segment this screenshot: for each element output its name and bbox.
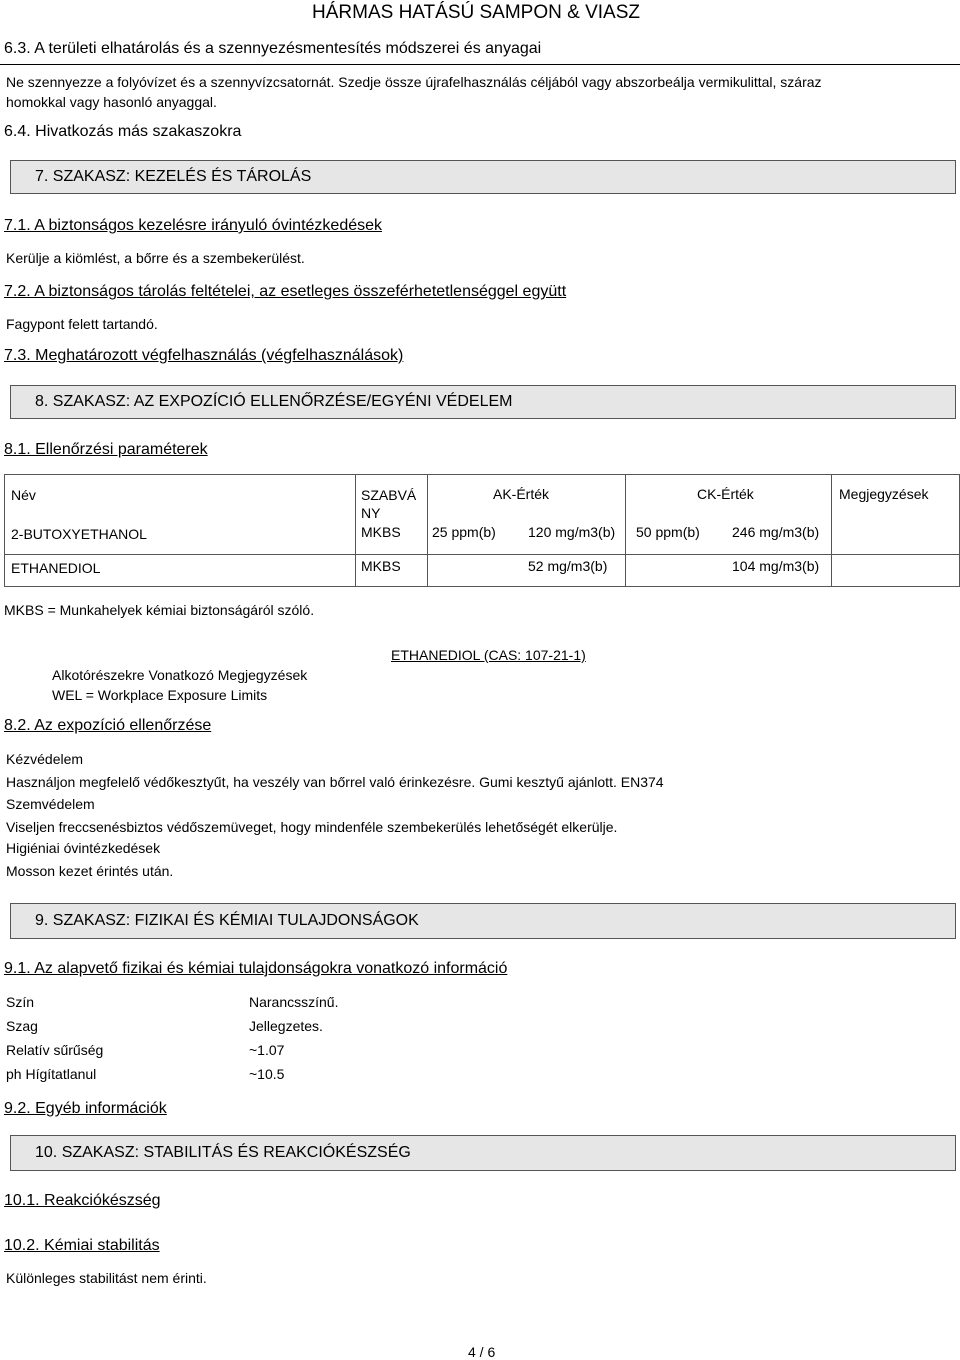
ethanediol-cas-heading: ETHANEDIOL (CAS: 107-21-1)	[391, 647, 586, 663]
heading-6-4: 6.4. Hivatkozás más szakaszokra	[4, 123, 242, 140]
hand-protection-text: Használjon megfelelő védőkesztyűt, ha veszély van bőrrel való érinkezésre. Gumi kesztyű ajánlott. EN374	[6, 774, 664, 790]
section-9-title: 9. SZAKASZ: FIZIKAI ÉS KÉMIAI TULAJDONSÁGOK	[35, 912, 419, 929]
table-column-divider	[831, 475, 832, 586]
text-6-3-line1: Ne szennyezze a folyóvízet és a szennyvízcsatornát. Szedje össze újrafelhasználás céljából vagy abszorbeálja vermikulittal, száraz	[6, 74, 822, 90]
property-label: Relatív sűrűség	[6, 1042, 104, 1058]
section-7-band	[10, 160, 956, 194]
col-header-standard-line2: NY	[361, 505, 381, 521]
table-row-1-standard: MKBS	[361, 524, 401, 540]
table-row-2-standard: MKBS	[361, 558, 401, 574]
col-header-ck: CK-Érték	[697, 486, 754, 502]
col-header-ak: AK-Érték	[493, 486, 550, 502]
mkbs-note: MKBS = Munkahelyek kémiai biztonságáról szóló.	[4, 602, 315, 618]
table-row-1-ak-mg: 120 mg/m3(b)	[528, 524, 616, 540]
heading-9-2: 9.2. Egyéb információk	[4, 1100, 167, 1117]
hand-protection-label: Kézvédelem	[6, 751, 84, 767]
table-row-2-ak-mg: 52 mg/m3(b)	[528, 558, 608, 574]
table-row-1-ck-ppm: 50 ppm(b)	[636, 524, 700, 540]
heading-7-3: 7.3. Meghatározott végfelhasználás (végfelhasználások)	[4, 347, 404, 364]
divider	[0, 64, 960, 65]
table-row-1-name: 2-BUTOXYETHANOL	[11, 526, 147, 542]
exposure-limits-table	[4, 474, 960, 587]
heading-8-1: 8.1. Ellenőrzési paraméterek	[4, 441, 208, 458]
heading-8-2: 8.2. Az expozíció ellenőrzése	[4, 717, 212, 734]
table-row-1-ck-mg: 246 mg/m3(b)	[732, 524, 820, 540]
table-row-2-ck-mg: 104 mg/m3(b)	[732, 558, 820, 574]
table-column-divider	[355, 475, 356, 586]
table-row-2-name: ETHANEDIOL	[11, 560, 101, 576]
section-10-title: 10. SZAKASZ: STABILITÁS ÉS REAKCIÓKÉSZSÉG	[35, 1144, 411, 1161]
text-7-1: Kerülje a kiömlést, a bőrre és a szembekerülést.	[6, 250, 305, 266]
heading-9-1: 9.1. Az alapvető fizikai és kémiai tulajdonságokra vonatkozó információ	[4, 960, 508, 977]
heading-7-1: 7.1. A biztonságos kezelésre irányuló óvintézkedések	[4, 217, 383, 234]
heading-10-1: 10.1. Reakciókészség	[4, 1192, 161, 1209]
section-10-band	[10, 1135, 956, 1171]
heading-6-3: 6.3. A területi elhatárolás és a szennyezésmentesítés módszerei és anyagai	[4, 40, 542, 57]
heading-10-2: 10.2. Kémiai stabilitás	[4, 1237, 160, 1254]
col-header-standard-line1: SZABVÁ	[361, 487, 417, 503]
text-10-2: Különleges stabilitást nem érinti.	[6, 1270, 207, 1286]
property-label: ph Hígítatlanul	[6, 1066, 97, 1082]
table-row-divider	[5, 554, 959, 555]
text-7-2: Fagypont felett tartandó.	[6, 316, 158, 332]
property-value: Narancsszínű.	[249, 994, 339, 1010]
page-number: 4 / 6	[468, 1344, 496, 1360]
section-8-title: 8. SZAKASZ: AZ EXPOZÍCIÓ ELLENŐRZÉSE/EGYÉNI VÉDELEM	[35, 393, 513, 410]
property-value: Jellegzetes.	[249, 1018, 323, 1034]
table-column-divider	[625, 475, 626, 586]
hygiene-text: Mosson kezet érintés után.	[6, 863, 174, 879]
wel-note: WEL = Workplace Exposure Limits	[52, 687, 268, 703]
text-6-3-line2: homokkal vagy hasonló anyaggal.	[6, 94, 217, 110]
section-9-band	[10, 903, 956, 939]
eye-protection-label: Szemvédelem	[6, 796, 95, 812]
heading-7-2: 7.2. A biztonságos tárolás feltételei, az esetleges összeférhetetlenséggel együtt	[4, 283, 567, 300]
table-row-1-ak-ppm: 25 ppm(b)	[432, 524, 496, 540]
document-title: HÁRMAS HATÁSÚ SAMPON & VIASZ	[312, 2, 640, 23]
table-column-divider	[427, 475, 428, 586]
section-8-band	[10, 385, 956, 419]
section-7-title: 7. SZAKASZ: KEZELÉS ÉS TÁROLÁS	[35, 168, 312, 185]
eye-protection-text: Viseljen freccsenésbiztos védőszemüveget, hogy mindenféle szembekerülés lehetőségét elkerülje.	[6, 819, 618, 835]
property-label: Szag	[6, 1018, 38, 1034]
hygiene-label: Higiéniai óvintézkedések	[6, 840, 161, 856]
component-notes-title: Alkotórészekre Vonatkozó Megjegyzések	[52, 667, 308, 683]
property-label: Szín	[6, 994, 35, 1010]
col-header-name: Név	[11, 487, 36, 503]
property-value: ~1.07	[249, 1042, 285, 1058]
col-header-notes: Megjegyzések	[839, 486, 929, 502]
property-value: ~10.5	[249, 1066, 285, 1082]
